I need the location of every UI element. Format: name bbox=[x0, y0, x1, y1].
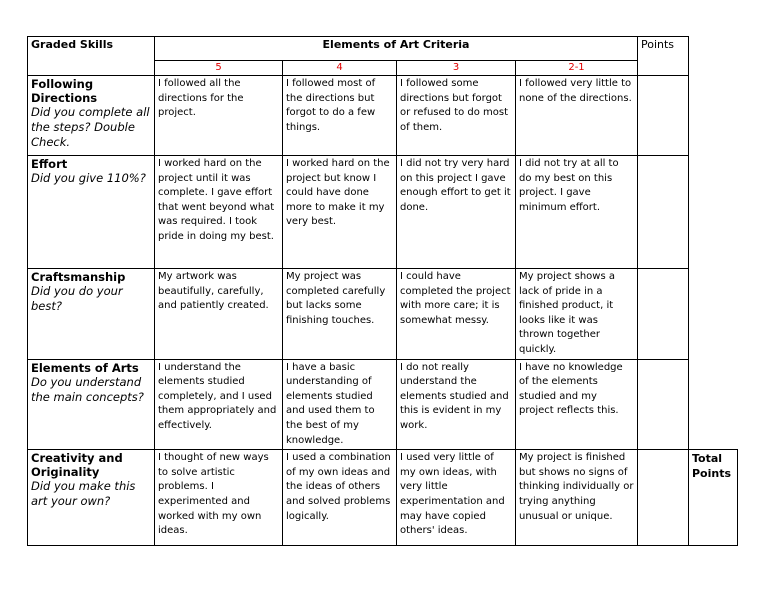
criterion-row bbox=[28, 156, 738, 269]
criteria-cell: I followed some directions but forgot or refused to do most of them. bbox=[397, 76, 516, 156]
criteria-cell: I followed very little to none of the directions. bbox=[516, 76, 638, 156]
criteria-cell: I have no knowledge of the elements studied and my project reflects this. bbox=[516, 359, 638, 450]
criteria-cell: I followed most of the directions but forgot to do a few things. bbox=[283, 76, 397, 156]
level-header: 2-1 bbox=[516, 61, 638, 76]
criteria-cell: I worked hard on the project but know I could have done more to make it my very best. bbox=[283, 156, 397, 269]
criteria-cell: My project is finished but shows no signs of thinking individually or trying anything unusual or unique. bbox=[516, 450, 638, 546]
rubric-body bbox=[28, 37, 738, 546]
rubric-table bbox=[27, 36, 738, 546]
skill-cell bbox=[28, 76, 155, 156]
skill-name: Effort bbox=[31, 157, 68, 171]
criteria-cell: I do not really understand the elements studied and this is evident in my work. bbox=[397, 359, 516, 450]
skill-name: Elements of Arts bbox=[31, 360, 139, 375]
points-cell[interactable] bbox=[638, 156, 689, 269]
criteria-title: Elements of Art Criteria bbox=[155, 37, 638, 61]
points-cell[interactable] bbox=[638, 269, 689, 360]
skill-name: Craftsmanship bbox=[31, 270, 126, 284]
skill-question: Do you understand the main concepts? bbox=[31, 374, 144, 404]
criterion-row bbox=[28, 359, 738, 450]
criteria-cell: My project shows a lack of pride in a finished product, it looks like it was thrown together quickly. bbox=[516, 269, 638, 360]
skill-cell bbox=[28, 156, 155, 269]
criteria-cell: I used very little of my own ideas, with very little experimentation and may have copied others' ideas. bbox=[397, 450, 516, 546]
title-row bbox=[28, 37, 738, 61]
criterion-row bbox=[28, 269, 738, 360]
criteria-cell: I thought of new ways to solve artistic problems. I experimented and worked with my own ideas. bbox=[155, 450, 283, 546]
criteria-cell: I did not try very hard on this project I gave enough effort to get it done. bbox=[397, 156, 516, 269]
skill-name: Creativity and Originality bbox=[31, 451, 123, 480]
skill-question: Did you give 110%? bbox=[31, 171, 146, 185]
criteria-cell: My artwork was beautifully, carefully, and patiently created. bbox=[155, 269, 283, 360]
criteria-cell: I have a basic understanding of elements studied and used them to the best of my knowledge. bbox=[283, 359, 397, 450]
points-cell[interactable] bbox=[638, 450, 689, 546]
criteria-cell: I used a combination of my own ideas and the ideas of others and solved problems logically. bbox=[283, 450, 397, 546]
criteria-cell: I worked hard on the project until it was complete. I gave effort that went beyond what was required. I took pride in doing my best. bbox=[155, 156, 283, 269]
level-header: 5 bbox=[155, 61, 283, 76]
level-header: 3 bbox=[397, 61, 516, 76]
skill-name: Following Directions bbox=[31, 77, 98, 105]
criteria-cell: I understand the elements studied completely, and I used them appropriately and effectively. bbox=[155, 359, 283, 450]
points-header: Points bbox=[638, 37, 689, 76]
skill-question: Did you make this art your own? bbox=[31, 479, 136, 509]
level-header: 4 bbox=[283, 61, 397, 76]
skill-question: Did you do your best? bbox=[31, 284, 123, 313]
criteria-cell: I followed all the directions for the project. bbox=[155, 76, 283, 156]
criteria-cell: I could have completed the project with more care; it is somewhat messy. bbox=[397, 269, 516, 360]
criteria-cell: I did not try at all to do my best on this project. I gave minimum effort. bbox=[516, 156, 638, 269]
total-points-label: Total Points bbox=[689, 450, 738, 546]
criterion-row bbox=[28, 76, 738, 156]
criterion-row bbox=[28, 450, 738, 546]
skill-cell bbox=[28, 269, 155, 360]
points-cell[interactable] bbox=[638, 76, 689, 156]
skill-question: Did you complete all the steps? Double Check. bbox=[31, 105, 150, 149]
points-cell[interactable] bbox=[638, 359, 689, 450]
skill-cell bbox=[28, 359, 155, 450]
criteria-cell: My project was completed carefully but lacks some finishing touches. bbox=[283, 269, 397, 360]
graded-skills-header: Graded Skills bbox=[28, 37, 155, 76]
skill-cell bbox=[28, 450, 155, 546]
